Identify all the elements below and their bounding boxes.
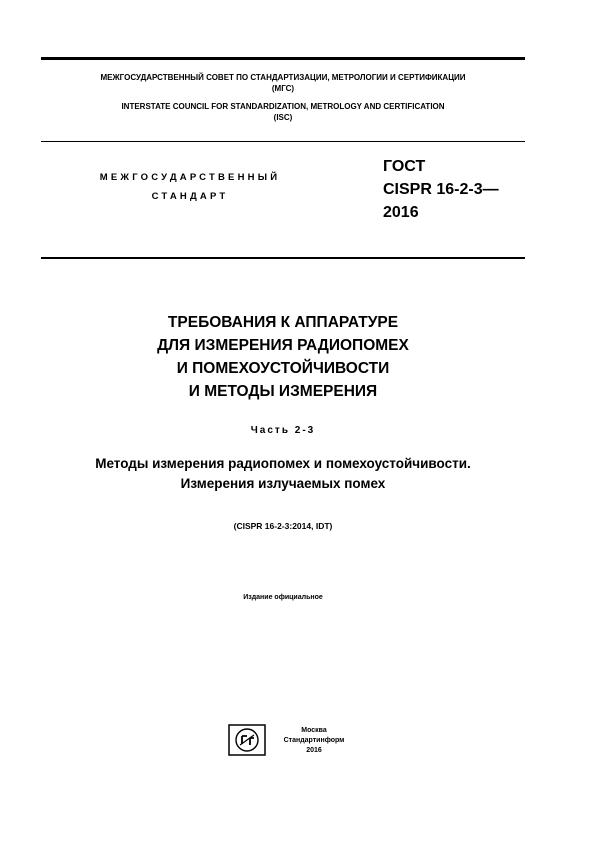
designation-line1: ГОСТ	[383, 158, 426, 175]
standartinform-logo-icon	[228, 724, 266, 756]
designation-line2: CISPR 16-2-3—	[383, 181, 499, 198]
international-reference: (CISPR 16-2-3:2014, IDT)	[233, 521, 333, 531]
council-name-ru: МЕЖГОСУДАРСТВЕННЫЙ СОВЕТ ПО СТАНДАРТИЗАЦИИ, МЕТРОЛОГИИ И СЕРТИФИКАЦИИ	[100, 73, 466, 82]
standard-type-line1: МЕЖГОСУДАРСТВЕННЫЙ	[99, 172, 281, 183]
designation-line3: 2016	[383, 204, 419, 221]
publisher-block	[274, 726, 354, 756]
publisher-city: Москва	[301, 727, 327, 734]
title-line2: ДЛЯ ИЗМЕРЕНИЯ РАДИОПОМЕХ	[157, 337, 409, 354]
top-rule	[41, 57, 525, 60]
part-label: Часть 2-3	[250, 425, 316, 436]
edition-label: Издание официальное	[243, 594, 323, 601]
middle-rule	[41, 141, 525, 142]
title-line4: И МЕТОДЫ ИЗМЕРЕНИЯ	[188, 383, 378, 400]
subtitle-line1: Методы измерения радиопомех и помехоустойчивости.	[95, 456, 471, 471]
title-line1: ТРЕБОВАНИЯ К АППАРАТУРЕ	[167, 314, 399, 331]
lower-rule	[41, 257, 525, 259]
council-abbr-ru: (МГС)	[271, 84, 295, 93]
standard-type-line2: СТАНДАРТ	[151, 191, 229, 202]
publisher-year: 2016	[306, 747, 322, 754]
publisher-name: Стандартинформ	[283, 737, 345, 744]
title-line3: И ПОМЕХОУСТОЙЧИВОСТИ	[176, 360, 390, 377]
subtitle-line2: Измерения излучаемых помех	[180, 476, 386, 491]
council-name-en: INTERSTATE COUNCIL FOR STANDARDIZATION, METROLOGY AND CERTIFICATION	[121, 102, 445, 111]
council-abbr-en: (ISC)	[273, 113, 293, 122]
